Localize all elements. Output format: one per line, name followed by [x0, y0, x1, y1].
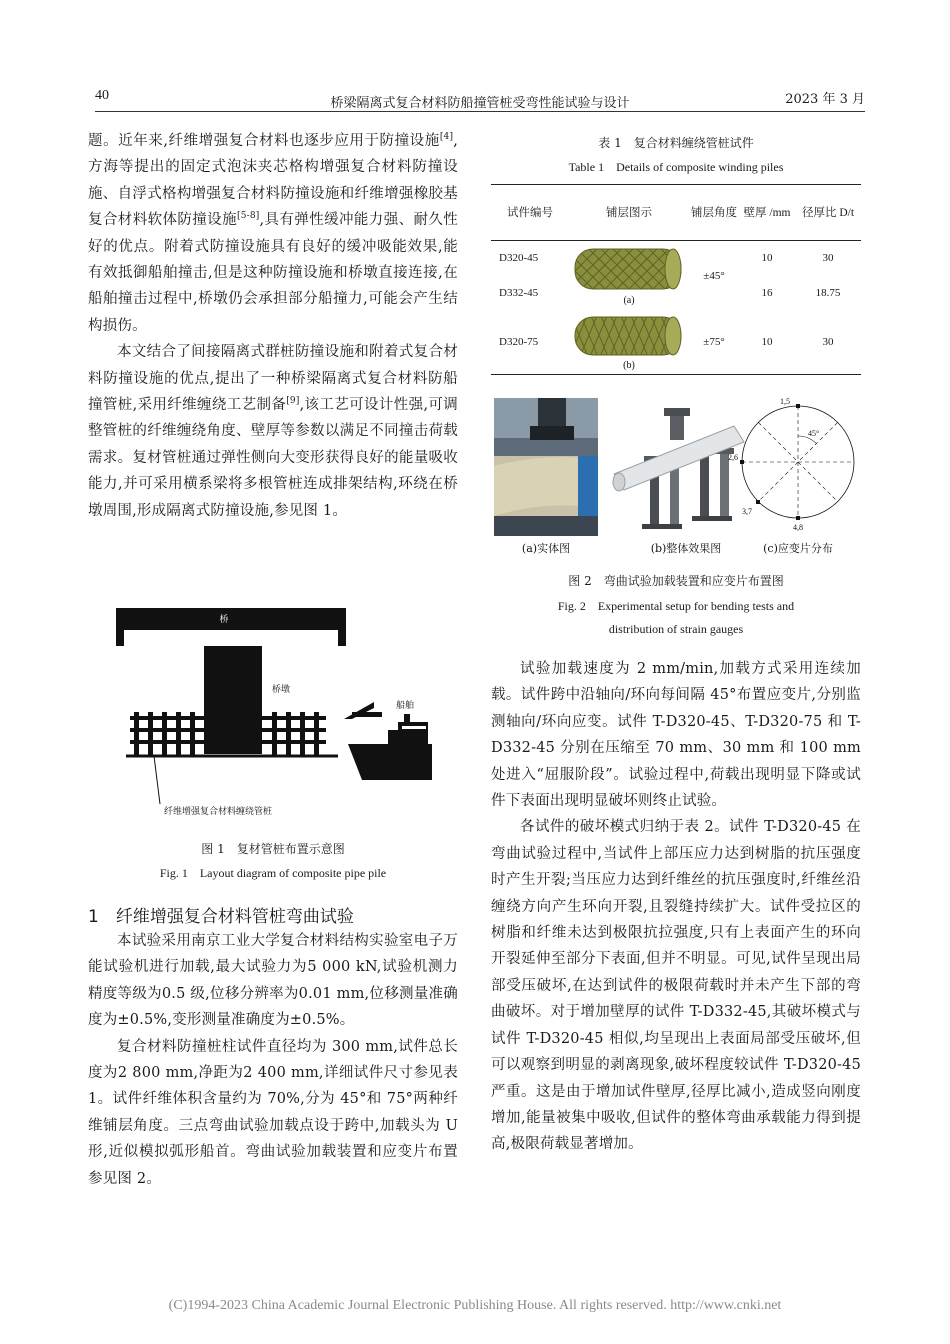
citation[interactable]: [4]: [439, 132, 454, 143]
cell-id: D320-45: [499, 252, 539, 265]
label-pile: 纤维增强复合材料缠绕管桩: [164, 807, 273, 817]
cell-ratio: 30: [822, 252, 834, 265]
deck-end-right: [338, 628, 346, 646]
running-header: [95, 88, 865, 112]
deck-end-left: [116, 628, 124, 646]
paragraph-specimens: 复合材料防撞桩柱试件直径均为 300 mm,试件总长度为2 800 mm,净距为2 400 mm,详细试件尺寸参见表 1。试件纤维体积含量约为 70%,分为 45°和 75°两种纤维铺层角度。三点弯曲试验加载点设于跨中,加载头为 U 形,近似模拟弧形船首。弯曲试验加载装置和应变片布置参见图 2。: [88, 1038, 458, 1187]
photo-test-setup: [494, 398, 598, 536]
cell-ratio: 18.75: [815, 287, 841, 299]
pile-image-75: [569, 311, 689, 371]
cell-angle: ±75°: [689, 311, 739, 375]
cell-ratio: 30: [795, 311, 861, 375]
paragraph-proposal: [88, 339, 458, 524]
bridge-pier: [204, 646, 262, 754]
gauge-label-2-6: 2,6: [728, 453, 738, 462]
gauge-label-1-5: 1,5: [780, 397, 790, 406]
section-heading-1: 1 纤维增强复合材料管桩弯曲试验: [88, 907, 354, 927]
ship-silhouette: [348, 714, 432, 780]
cell-thickness: 10: [739, 311, 795, 375]
issue-date: 2023 年 3 月: [785, 92, 865, 107]
cell-id: D320-75: [491, 311, 569, 375]
gauge-label-3-7: 3,7: [742, 507, 752, 516]
cell-thickness: 16: [761, 287, 773, 299]
text-run: 题。近年来,纤维增强复合材料也逐步应用于防撞设施: [88, 133, 440, 149]
col-header-id: 试件编号: [491, 185, 569, 241]
table-row: [491, 241, 861, 276]
gauge-label-4-8: 4,8: [793, 523, 803, 532]
label-pier: 桥墩: [272, 685, 291, 695]
text-run: ,方海等提出的固定式泡沫夹芯格构增强复合材料防撞设施、自浮式格构增强复合材料防撞设施和纤维增强橡胶基复合材料软体防撞设施: [88, 133, 458, 229]
figure-2-caption-en-line1: Fig. 2 Experimental setup for bending tests and: [557, 599, 795, 613]
paragraph-failure-modes: 各试件的破坏模式归纳于表 2。试件 T-D320-45 在弯曲试验过程中,当试件上部压应力达到树脂的抗压强度时产生开裂;当压应力达到纤维丝的抗压强度时,纤维丝沿缠绕方向产生环向开裂,且裂缝持续扩大。试件受拉区的树脂和纤维未达到极限抗拉强度,只有上表面产生的环向开裂延伸至部分下表面,但并不明显。可见,试件呈现出局部受压破坏,在达到试件的极限荷载时并未产生下部的弯曲破坏。对于增加壁厚的试件 T-D332-45,其破坏模式与试件 T-D320-45 相似,均呈现出上表面局部受压破坏,但可以观察到明显的剥离现象,破坏程度较试件 T-D320-45 严重。这是由于增加试件壁厚,径厚比减小,造成竖向刚度增加,能量被集中吸收,但试件的整体弯曲承载能力得到提高,极限荷载显著增加。: [491, 819, 861, 1153]
text-run: ,具有弹性缓冲能力强、耐久性好的优点。附着式防撞设施具有良好的缓冲吸能效果,能有效抵御船舶撞击,但是这种防撞设施和桥墩直接连接,在船舶撞击过程中,桥墩仍会承担部分船撞力,可能会产生结构损伤。: [88, 212, 458, 334]
image-label-a: (a): [623, 295, 635, 307]
text-run: 本文结合了间接隔离式群桩防撞设施和附着式复合材料防撞设施的优点,提出了一种桥梁隔离式复合材料防船撞管桩,采用纤维缠绕工艺制备: [88, 344, 458, 414]
table-1-caption-cn: 表 1 复合材料缠绕管桩试件: [598, 136, 754, 150]
left-column-lower: [88, 928, 458, 1192]
cell-id: D332-45: [499, 287, 539, 299]
page-number: 40: [95, 88, 109, 103]
table-header-row: [491, 185, 861, 241]
table-row: [491, 311, 861, 375]
col-header-ratio: 径厚比 D/t: [795, 185, 861, 241]
figure-2-test-setup: [494, 396, 860, 558]
render-3d-setup: [613, 408, 744, 529]
label-ship: 船舶: [396, 701, 415, 711]
cell-layup-image-b: [569, 311, 689, 375]
table-1: [491, 184, 861, 375]
fig2-sub-a: (a)实体图: [521, 542, 571, 555]
cell-layup-image-a: [569, 241, 689, 311]
figure-2-caption-en-line2: distribution of strain gauges: [608, 622, 744, 636]
paragraph-intro-continued: [88, 128, 458, 339]
right-column-text: [491, 656, 861, 1158]
cell-thickness: 10: [761, 252, 773, 265]
copyright-footer: (C)1994-2023 China Academic Journal Electronic Publishing House. All rights reserved. http://www.cnki.net: [168, 1298, 782, 1313]
strain-gauge-diagram: [740, 404, 854, 520]
cell-angle: ±45°: [703, 269, 725, 282]
impact-arrow: [344, 702, 382, 719]
col-header-angle: 铺层角度: [689, 185, 739, 241]
pile-image-45: [569, 241, 689, 307]
running-title: 桥梁隔离式复合材料防船撞管桩受弯性能试验与设计: [330, 96, 630, 111]
left-column-upper: [88, 128, 458, 524]
citation[interactable]: [5-8]: [236, 211, 260, 222]
figure-1-caption-en: Fig. 1 Layout diagram of composite pipe pile: [159, 866, 387, 880]
col-header-thickness: 壁厚 /mm: [739, 185, 795, 241]
table-1-caption-en: Table 1 Details of composite winding piles: [568, 160, 784, 174]
fig2-sub-c: (c)应变片分布: [763, 542, 833, 555]
fig2-sub-b: (b)整体效果图: [650, 542, 722, 555]
gauge-angle-label: 45°: [808, 429, 820, 438]
figure-2-caption-cn: 图 2 弯曲试验加载装置和应变片布置图: [568, 574, 784, 588]
label-bridge: 桥: [219, 615, 229, 625]
paragraph-loading: 试验加载速度为 2 mm/min,加载方式采用连续加载。试件跨中沿轴向/环向每间隔 45°布置应变片,分别监测轴向/环向应变。试件 T-D320-45、T-D320-75 和 T-D332-45 分别在压缩至 70 mm、30 mm 和 100 mm 处进入“屈服阶段”。试验过程中,荷载出现明显下降或试件下表面出现明显破坏则终止试验。: [491, 661, 861, 810]
col-header-layup: 铺层图示: [569, 185, 689, 241]
figure-1-layout-diagram: [112, 604, 432, 832]
paragraph-test-machine: 本试验采用南京工业大学复合材料结构实验室电子万能试验机进行加载,最大试验力为5 000 kN,试验机测力精度等级为0.5 级,位移分辨率为0.01 mm,位移测量准确度为±0.5%,变形测量准确度为±0.5%。: [88, 933, 458, 1029]
image-label-b: (b): [623, 359, 635, 371]
text-run: ,该工艺可设计性强,可调整管桩的纤维缠绕角度、壁厚等参数以满足不同撞击荷载需求。复材管桩通过弹性侧向大变形获得良好的能量吸收能力,并可采用横系梁将多根管桩连成排架结构,环绕在桥墩周围,形成隔离式防撞设施,参见图 1。: [88, 397, 458, 519]
citation[interactable]: [9]: [286, 396, 300, 407]
figure-1-caption-cn: 图 1 复材管桩布置示意图: [201, 842, 345, 856]
bridge-deck: [116, 608, 346, 630]
